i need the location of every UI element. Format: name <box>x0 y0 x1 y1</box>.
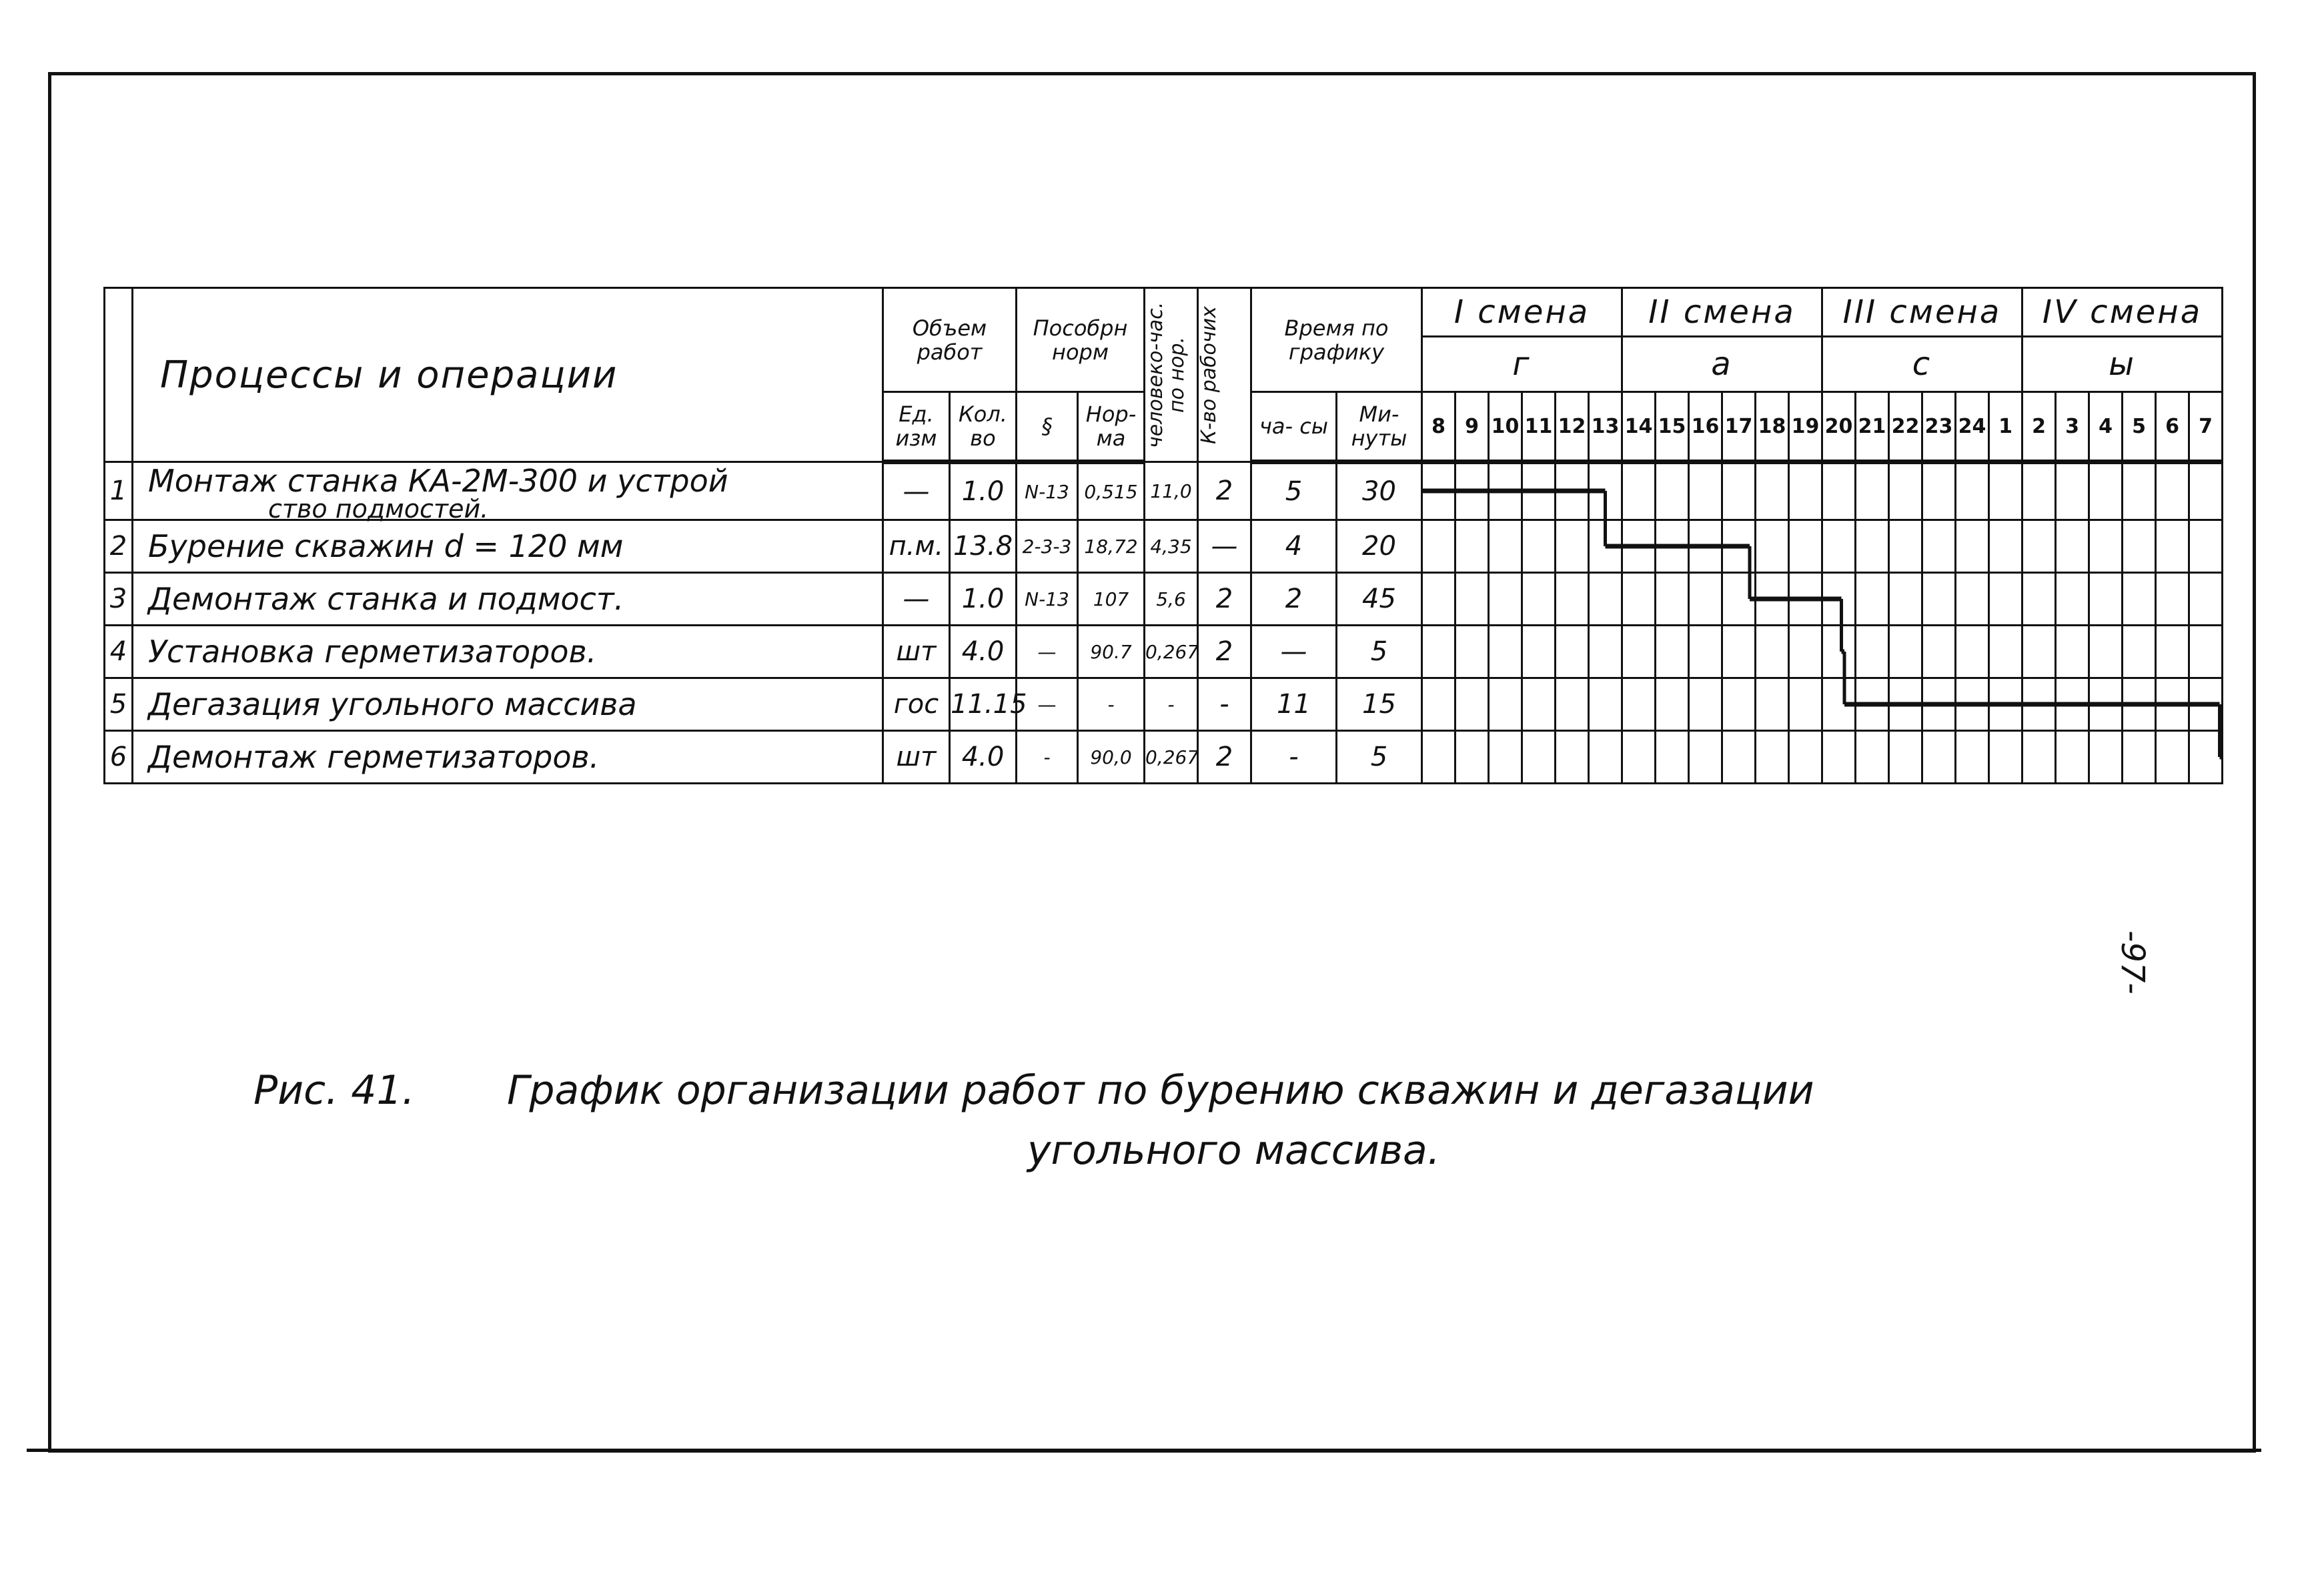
gantt-cell <box>1989 678 2022 731</box>
gantt-cell <box>1889 573 1922 626</box>
workers-cell: 2 <box>1198 573 1251 626</box>
gantt-cell <box>2123 462 2156 520</box>
gantt-cell <box>1589 626 1622 678</box>
gantt-cell <box>1989 520 2022 573</box>
row-number: 6 <box>105 731 133 784</box>
gantt-cell <box>1956 520 1989 573</box>
gantt-cell <box>1556 731 1589 784</box>
gantt-cell <box>2189 462 2223 520</box>
schedule-sheet <box>103 287 2221 788</box>
gantt-cell <box>1522 626 1556 678</box>
gantt-cell <box>1656 678 1689 731</box>
qty-cell: 13.8 <box>950 520 1017 573</box>
operation-name-text: Бурение скважин d = 120 мм <box>148 528 624 564</box>
day-letter-3: с <box>1822 337 2022 392</box>
gantt-cell <box>1722 731 1756 784</box>
qty-cell: 4.0 <box>950 731 1017 784</box>
gantt-cell <box>1789 462 1822 520</box>
operation-name <box>133 573 883 626</box>
operation-name <box>133 678 883 731</box>
workers-cell: — <box>1198 520 1251 573</box>
gantt-cell <box>1622 520 1656 573</box>
hours-cell: 2 <box>1251 573 1337 626</box>
gantt-cell <box>2089 731 2123 784</box>
gantt-cell <box>2056 573 2089 626</box>
para-cell: N-13 <box>1017 462 1078 520</box>
workers-cell: - <box>1198 678 1251 731</box>
gantt-cell <box>1956 626 1989 678</box>
hour-label: 6 <box>2156 392 2189 462</box>
gantt-cell <box>1722 573 1756 626</box>
gantt-cell <box>1522 731 1556 784</box>
day-letter-2: а <box>1622 337 1822 392</box>
row-number: 4 <box>105 626 133 678</box>
gantt-cell <box>1422 462 1456 520</box>
hour-label: 5 <box>2123 392 2156 462</box>
hours-cell: — <box>1251 626 1337 678</box>
gantt-cell <box>1622 626 1656 678</box>
gantt-cell <box>1956 731 1989 784</box>
unit-cell: шт <box>883 731 950 784</box>
gantt-cell <box>1822 462 1856 520</box>
norm-cell: 0,515 <box>1078 462 1145 520</box>
gantt-cell <box>1656 520 1689 573</box>
shift-header-1: I смена <box>1422 288 1622 337</box>
gantt-cell <box>1656 731 1689 784</box>
minutes-cell: 45 <box>1337 573 1422 626</box>
hour-label: 1 <box>1989 392 2022 462</box>
gantt-cell <box>1856 626 1889 678</box>
minutes-cell: 5 <box>1337 626 1422 678</box>
gantt-cell <box>1622 462 1656 520</box>
gantt-cell <box>1489 626 1522 678</box>
gantt-cell <box>1456 573 1489 626</box>
gantt-cell <box>1689 462 1722 520</box>
gantt-cell <box>1989 731 2022 784</box>
header-man-hours <box>1145 288 1198 462</box>
gantt-cell <box>1456 626 1489 678</box>
gantt-cell <box>2123 678 2156 731</box>
header-title: Процессы и операции <box>133 288 883 462</box>
gantt-cell <box>1489 731 1522 784</box>
row-number: 5 <box>105 678 133 731</box>
man-hours-cell: 11,0 <box>1145 462 1198 520</box>
gantt-cell <box>2156 462 2189 520</box>
qty-cell: 11.15 <box>950 678 1017 731</box>
hour-label: 18 <box>1756 392 1789 462</box>
header-unit: Ед. изм <box>883 392 950 462</box>
man-hours-cell: 0,267 <box>1145 731 1198 784</box>
gantt-cell <box>2089 520 2123 573</box>
gantt-cell <box>1889 626 1922 678</box>
gantt-cell <box>2189 626 2223 678</box>
gantt-cell <box>2189 573 2223 626</box>
norm-cell: 90,0 <box>1078 731 1145 784</box>
header-qty: Кол. во <box>950 392 1017 462</box>
gantt-cell <box>1556 462 1589 520</box>
gantt-cell <box>2022 678 2056 731</box>
gantt-cell <box>1789 573 1822 626</box>
day-letter-1: г <box>1422 337 1622 392</box>
operation-name-text: Демонтаж герметизаторов. <box>148 739 600 775</box>
gantt-cell <box>2056 520 2089 573</box>
gantt-cell <box>2123 731 2156 784</box>
caption-line-1: График организации работ по бурению скважин и дегазации <box>507 1067 1814 1114</box>
norm-cell: 107 <box>1078 573 1145 626</box>
minutes-cell: 5 <box>1337 731 1422 784</box>
table-row <box>105 520 2223 573</box>
hours-cell: 11 <box>1251 678 1337 731</box>
header-volume: Объем работ <box>883 288 1017 392</box>
day-letter-4: ы <box>2022 337 2223 392</box>
gantt-cell <box>2056 678 2089 731</box>
man-hours-cell: - <box>1145 678 1198 731</box>
gantt-cell <box>1922 626 1956 678</box>
row-number: 3 <box>105 573 133 626</box>
hour-label: 4 <box>2089 392 2123 462</box>
gantt-cell <box>1456 520 1489 573</box>
gantt-cell <box>1622 731 1656 784</box>
hours-cell: - <box>1251 731 1337 784</box>
workers-cell: 2 <box>1198 462 1251 520</box>
para-cell: — <box>1017 678 1078 731</box>
gantt-cell <box>1456 731 1489 784</box>
gantt-cell <box>1856 462 1889 520</box>
operation-name <box>133 731 883 784</box>
gantt-cell <box>2022 462 2056 520</box>
unit-cell: — <box>883 573 950 626</box>
unit-cell: п.м. <box>883 520 950 573</box>
gantt-cell <box>1889 731 1922 784</box>
gantt-cell <box>1789 731 1822 784</box>
gantt-cell <box>1589 731 1622 784</box>
gantt-cell <box>1589 573 1622 626</box>
gantt-cell <box>1989 462 2022 520</box>
gantt-cell <box>2022 573 2056 626</box>
gantt-cell <box>1456 678 1489 731</box>
shift-header-3: III смена <box>1822 288 2022 337</box>
page-frame-bottom-line <box>27 1449 2261 1452</box>
gantt-cell <box>1522 678 1556 731</box>
hour-label: 23 <box>1922 392 1956 462</box>
row-number: 1 <box>105 462 133 520</box>
unit-cell: шт <box>883 626 950 678</box>
gantt-cell <box>1422 678 1456 731</box>
header-para: § <box>1017 392 1078 462</box>
hour-label: 12 <box>1556 392 1589 462</box>
gantt-cell <box>2022 731 2056 784</box>
para-cell: - <box>1017 731 1078 784</box>
gantt-cell <box>1756 731 1789 784</box>
gantt-cell <box>2189 731 2223 784</box>
gantt-cell <box>1489 520 1522 573</box>
gantt-cell <box>1689 520 1722 573</box>
gantt-cell <box>1756 678 1789 731</box>
gantt-cell <box>1956 678 1989 731</box>
gantt-cell <box>1822 678 1856 731</box>
gantt-cell <box>1689 731 1722 784</box>
gantt-cell <box>1822 626 1856 678</box>
schedule-table <box>103 287 2223 784</box>
gantt-cell <box>1922 462 1956 520</box>
gantt-cell <box>1756 462 1789 520</box>
gantt-cell <box>1789 626 1822 678</box>
qty-cell: 1.0 <box>950 462 1017 520</box>
gantt-cell <box>1889 678 1922 731</box>
hour-label: 10 <box>1489 392 1522 462</box>
para-cell: — <box>1017 626 1078 678</box>
hour-label: 21 <box>1856 392 1889 462</box>
gantt-cell <box>1722 462 1756 520</box>
hour-label: 14 <box>1622 392 1656 462</box>
hours-cell: 4 <box>1251 520 1337 573</box>
operation-name-text: Дегазация угольного массива <box>148 686 637 722</box>
gantt-cell <box>1522 520 1556 573</box>
gantt-cell <box>2089 678 2123 731</box>
gantt-cell <box>1856 520 1889 573</box>
operation-name <box>133 520 883 573</box>
header-norm: Нор- ма <box>1078 392 1145 462</box>
gantt-cell <box>1422 520 1456 573</box>
hour-label: 9 <box>1456 392 1489 462</box>
gantt-cell <box>1622 678 1656 731</box>
gantt-cell <box>1856 678 1889 731</box>
table-row <box>105 678 2223 731</box>
norm-cell: 18,72 <box>1078 520 1145 573</box>
hour-label: 20 <box>1822 392 1856 462</box>
gantt-cell <box>2089 573 2123 626</box>
norm-cell: - <box>1078 678 1145 731</box>
operation-name <box>133 626 883 678</box>
gantt-cell <box>1689 626 1722 678</box>
gantt-cell <box>1822 573 1856 626</box>
gantt-cell <box>2123 626 2156 678</box>
minutes-cell: 30 <box>1337 462 1422 520</box>
gantt-cell <box>1656 626 1689 678</box>
gantt-cell <box>1522 573 1556 626</box>
qty-cell: 1.0 <box>950 573 1017 626</box>
page-number: -97- <box>2114 930 2151 994</box>
gantt-cell <box>2156 731 2189 784</box>
table-row <box>105 573 2223 626</box>
gantt-cell <box>2189 678 2223 731</box>
gantt-cell <box>1922 573 1956 626</box>
header-workers <box>1198 288 1251 462</box>
workers-cell: 2 <box>1198 626 1251 678</box>
gantt-cell <box>1689 678 1722 731</box>
gantt-cell <box>1722 678 1756 731</box>
header-hours: ча- сы <box>1251 392 1337 462</box>
header-norms: Пособрн норм <box>1017 288 1145 392</box>
header-corner <box>105 288 133 462</box>
hour-label: 8 <box>1422 392 1456 462</box>
gantt-cell <box>2156 626 2189 678</box>
gantt-cell <box>2022 520 2056 573</box>
header-workers-text: К-во рабочих <box>1197 305 1221 444</box>
header-minutes: Ми- нуты <box>1337 392 1422 462</box>
shift-header-4: IV смена <box>2022 288 2223 337</box>
gantt-cell <box>2056 731 2089 784</box>
gantt-cell <box>1756 573 1789 626</box>
figure-caption <box>253 1067 2188 1174</box>
norm-cell: 90.7 <box>1078 626 1145 678</box>
table-row <box>105 731 2223 784</box>
unit-cell: — <box>883 462 950 520</box>
gantt-cell <box>1422 731 1456 784</box>
gantt-cell <box>1522 462 1556 520</box>
gantt-cell <box>1456 462 1489 520</box>
gantt-cell <box>2156 573 2189 626</box>
operation-name-text: Установка герметизаторов. <box>148 634 597 670</box>
gantt-cell <box>1622 573 1656 626</box>
hour-label: 17 <box>1722 392 1756 462</box>
qty-cell: 4.0 <box>950 626 1017 678</box>
man-hours-cell: 5,6 <box>1145 573 1198 626</box>
gantt-cell <box>1589 520 1622 573</box>
hour-label: 3 <box>2056 392 2089 462</box>
hour-label: 15 <box>1656 392 1689 462</box>
gantt-cell <box>1822 520 1856 573</box>
man-hours-cell: 0,267 <box>1145 626 1198 678</box>
table-row <box>105 462 2223 520</box>
gantt-cell <box>2156 678 2189 731</box>
gantt-cell <box>1422 626 1456 678</box>
unit-cell: гос <box>883 678 950 731</box>
figure-number: Рис. 41. <box>253 1067 415 1114</box>
gantt-cell <box>1889 520 1922 573</box>
gantt-cell <box>1556 678 1589 731</box>
gantt-cell <box>1789 678 1822 731</box>
gantt-cell <box>1589 678 1622 731</box>
operation-name <box>133 462 883 524</box>
operation-name-text: Монтаж станка КА-2М-300 и устрой <box>148 463 728 499</box>
gantt-cell <box>2189 520 2223 573</box>
gantt-cell <box>1889 462 1922 520</box>
hour-label: 11 <box>1522 392 1556 462</box>
gantt-cell <box>1656 573 1689 626</box>
gantt-cell <box>1922 520 1956 573</box>
gantt-cell <box>1756 626 1789 678</box>
header-man-hours-text: человеко-час. по нор. <box>1144 301 1189 448</box>
table-row <box>105 626 2223 678</box>
gantt-cell <box>2022 626 2056 678</box>
gantt-cell <box>1922 731 1956 784</box>
gantt-cell <box>1422 573 1456 626</box>
gantt-cell <box>1756 520 1789 573</box>
gantt-cell <box>1922 678 1956 731</box>
gantt-cell <box>1856 573 1889 626</box>
gantt-cell <box>1489 573 1522 626</box>
workers-cell: 2 <box>1198 731 1251 784</box>
para-cell: 2-3-3 <box>1017 520 1078 573</box>
gantt-cell <box>1856 731 1889 784</box>
minutes-cell: 15 <box>1337 678 1422 731</box>
gantt-cell <box>1722 520 1756 573</box>
operation-name-text: Демонтаж станка и подмост. <box>148 581 624 617</box>
gantt-cell <box>1489 678 1522 731</box>
gantt-cell <box>1556 573 1589 626</box>
gantt-cell <box>2156 520 2189 573</box>
para-cell: N-13 <box>1017 573 1078 626</box>
hour-label: 7 <box>2189 392 2223 462</box>
gantt-cell <box>1822 731 1856 784</box>
gantt-cell <box>1789 520 1822 573</box>
row-number: 2 <box>105 520 133 573</box>
gantt-cell <box>2123 573 2156 626</box>
hour-label: 24 <box>1956 392 1989 462</box>
hour-label: 19 <box>1789 392 1822 462</box>
hour-label: 13 <box>1589 392 1622 462</box>
operation-name-continuation: ство подмостей. <box>268 494 489 524</box>
gantt-cell <box>1956 573 1989 626</box>
hour-label: 16 <box>1689 392 1722 462</box>
gantt-cell <box>1689 573 1722 626</box>
gantt-cell <box>1989 573 2022 626</box>
gantt-cell <box>1722 626 1756 678</box>
gantt-cell <box>1489 462 1522 520</box>
hour-label: 22 <box>1889 392 1922 462</box>
header-time: Время по графику <box>1251 288 1422 392</box>
hours-cell: 5 <box>1251 462 1337 520</box>
gantt-cell <box>2089 626 2123 678</box>
gantt-cell <box>2056 626 2089 678</box>
shift-header-2: II смена <box>1622 288 1822 337</box>
gantt-cell <box>1556 520 1589 573</box>
gantt-cell <box>1989 626 2022 678</box>
man-hours-cell: 4,35 <box>1145 520 1198 573</box>
gantt-cell <box>1956 462 1989 520</box>
gantt-cell <box>1656 462 1689 520</box>
gantt-cell <box>1556 626 1589 678</box>
minutes-cell: 20 <box>1337 520 1422 573</box>
gantt-cell <box>2056 462 2089 520</box>
caption-line-2: угольного массива. <box>1027 1127 1440 1174</box>
gantt-cell <box>1589 462 1622 520</box>
gantt-cell <box>2089 462 2123 520</box>
hour-label: 2 <box>2022 392 2056 462</box>
gantt-cell <box>2123 520 2156 573</box>
